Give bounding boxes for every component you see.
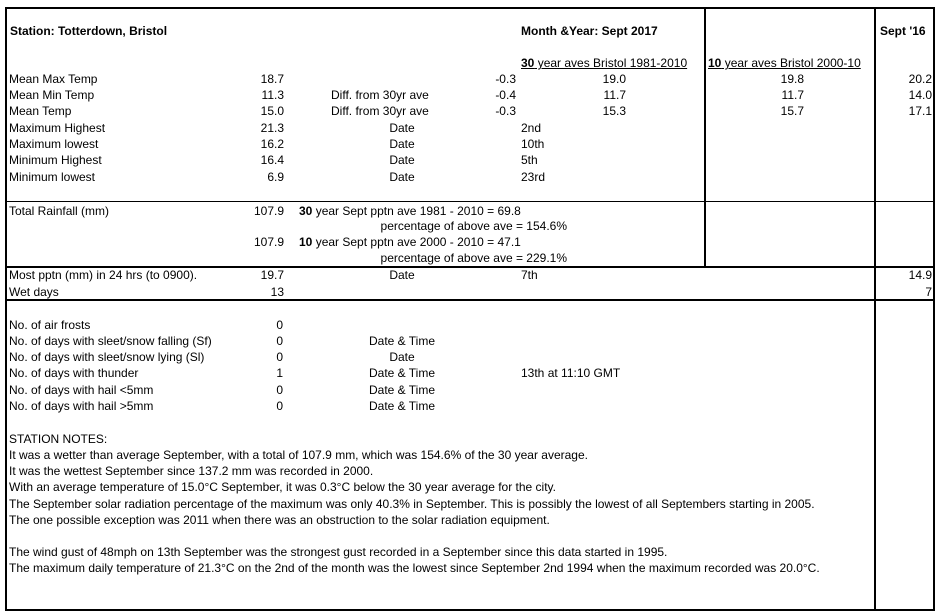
extreme-date-label: Date [389, 153, 415, 167]
note-line: The wind gust of 48mph on 13th September was the strongest gust recorded in a September since this data started in 1995. [9, 545, 668, 559]
wet-days-prev: 7 [925, 285, 932, 299]
ave-header-2000-num: 10 [708, 56, 722, 70]
count-label: No. of days with sleet/snow falling (Sf) [9, 334, 212, 348]
extreme-date-label: Date [389, 121, 415, 135]
rainfall-ave30 [299, 204, 521, 218]
border-left [5, 7, 7, 611]
count-value: 0 [276, 334, 283, 348]
temp-diff-label: Diff. from 30yr ave [331, 104, 429, 118]
border-top [5, 7, 935, 9]
divider-v-10yr [704, 7, 706, 267]
most-pptn-date-label: Date [389, 268, 415, 282]
note-line: The September solar radiation percentage of the maximum was only 40.3% in September. This is possibly the lowest of all Septembers starting in 2005. [9, 497, 815, 511]
note-line: It was the wettest September since 137.2 mm was recorded in 2000. [9, 464, 374, 478]
border-right [933, 7, 935, 611]
extreme-value: 6.9 [267, 170, 284, 184]
temp-diff: -0.3 [495, 104, 516, 118]
ave-header-2000-text: year aves Bristol 2000-10 [721, 56, 861, 70]
temp-label: Mean Temp [9, 104, 72, 118]
notes-heading: STATION NOTES: [9, 432, 108, 446]
temp-prev: 17.1 [908, 104, 932, 118]
rainfall-pct30: percentage of above ave = 154.6% [380, 219, 567, 233]
temp-ave30: 15.3 [602, 104, 626, 118]
temp-prev: 20.2 [908, 72, 932, 86]
divider-h-rain-top [5, 201, 935, 202]
rainfall-value-2: 107.9 [253, 235, 284, 249]
extreme-date: 10th [521, 137, 545, 151]
sept16-header: Sept '16 [880, 24, 926, 38]
temp-label: Mean Max Temp [9, 72, 98, 86]
count-dt-label: Date & Time [368, 334, 436, 348]
station-title: Station: Totterdown, Bristol [10, 24, 168, 38]
temp-value: 15.0 [260, 104, 284, 118]
ave-header-1981-text: year aves Bristol 1981-2010 [534, 56, 688, 70]
temp-ave10: 19.8 [780, 72, 804, 86]
wet-days-label: Wet days [9, 285, 59, 299]
count-value: 0 [276, 318, 283, 332]
wet-days-value: 13 [270, 285, 284, 299]
rainfall-ave10-text: year Sept pptn ave 2000 - 2010 = 47.1 [312, 235, 521, 249]
count-label: No. of days with thunder [9, 366, 139, 380]
count-dt-label: Date & Time [368, 383, 436, 397]
extreme-value: 21.3 [260, 121, 284, 135]
rainfall-label: Total Rainfall (mm) [9, 204, 110, 218]
extreme-label: Maximum lowest [9, 137, 99, 151]
count-value: 0 [276, 383, 283, 397]
extreme-date: 5th [521, 153, 538, 167]
most-pptn-prev: 14.9 [908, 268, 932, 282]
count-value: 1 [276, 366, 283, 380]
note-line: With an average temperature of 15.0°C September, it was 0.3°C below the 30 year average for the city. [9, 480, 556, 494]
count-dt-label: Date [389, 350, 415, 364]
count-label: No. of days with hail <5mm [9, 383, 154, 397]
temp-ave30: 19.0 [602, 72, 626, 86]
extreme-label: Minimum Highest [9, 153, 102, 167]
extreme-label: Maximum Highest [9, 121, 106, 135]
note-line: The one possible exception was 2011 when there was an obstruction to the solar radiation equipment. [9, 513, 550, 527]
rainfall-ave30-num: 30 [299, 204, 313, 218]
extreme-date-label: Date [389, 170, 415, 184]
count-label: No. of air frosts [9, 318, 91, 332]
count-label: No. of days with sleet/snow lying (Sl) [9, 350, 205, 364]
divider-h-wet-bottom [5, 299, 935, 301]
rainfall-pct10: percentage of above ave = 229.1% [380, 251, 567, 265]
rainfall-ave10 [299, 235, 521, 249]
extreme-value: 16.2 [260, 137, 284, 151]
border-bottom [5, 609, 935, 611]
temp-diff: -0.3 [495, 72, 516, 86]
ave-header-1981 [521, 56, 687, 70]
rainfall-ave10-num: 10 [299, 235, 313, 249]
temp-diff: -0.4 [495, 88, 516, 102]
ave-header-2000 [708, 56, 861, 70]
temp-value: 11.3 [261, 88, 284, 102]
temp-prev: 14.0 [908, 88, 932, 102]
count-value: 0 [276, 350, 283, 364]
divider-v-sept16 [874, 7, 876, 609]
extreme-date-label: Date [389, 137, 415, 151]
most-pptn-label: Most pptn (mm) in 24 hrs (to 0900). [9, 268, 198, 282]
rainfall-value: 107.9 [253, 204, 284, 218]
temp-value: 18.7 [260, 72, 284, 86]
count-dt-label: Date & Time [368, 366, 436, 380]
temp-ave10: 11.7 [781, 88, 804, 102]
count-dt-label: Date & Time [368, 399, 436, 413]
temp-ave10: 15.7 [780, 104, 804, 118]
most-pptn-value: 19.7 [260, 268, 284, 282]
month-year: Month &Year: Sept 2017 [521, 24, 658, 38]
extreme-date: 2nd [521, 121, 542, 135]
count-value: 0 [276, 399, 283, 413]
temp-ave30: 11.7 [603, 88, 626, 102]
temp-diff-label: Diff. from 30yr ave [331, 88, 429, 102]
note-line: The maximum daily temperature of 21.3°C on the 2nd of the month was the lowest since September 2nd 1994 when the maximum recorded was 20.0°C. [9, 561, 820, 575]
note-line: It was a wetter than average September, with a total of 107.9 mm, which was 154.6% of the 30 year average. [9, 448, 588, 462]
most-pptn-date: 7th [521, 268, 538, 282]
temp-label: Mean Min Temp [9, 88, 95, 102]
extreme-value: 16.4 [260, 153, 284, 167]
count-dt: 13th at 11:10 GMT [521, 366, 621, 380]
rainfall-ave30-text: year Sept pptn ave 1981 - 2010 = 69.8 [312, 204, 521, 218]
ave-header-1981-num: 30 [521, 56, 535, 70]
extreme-label: Minimum lowest [9, 170, 96, 184]
count-label: No. of days with hail >5mm [9, 399, 154, 413]
extreme-date: 23rd [521, 170, 546, 184]
